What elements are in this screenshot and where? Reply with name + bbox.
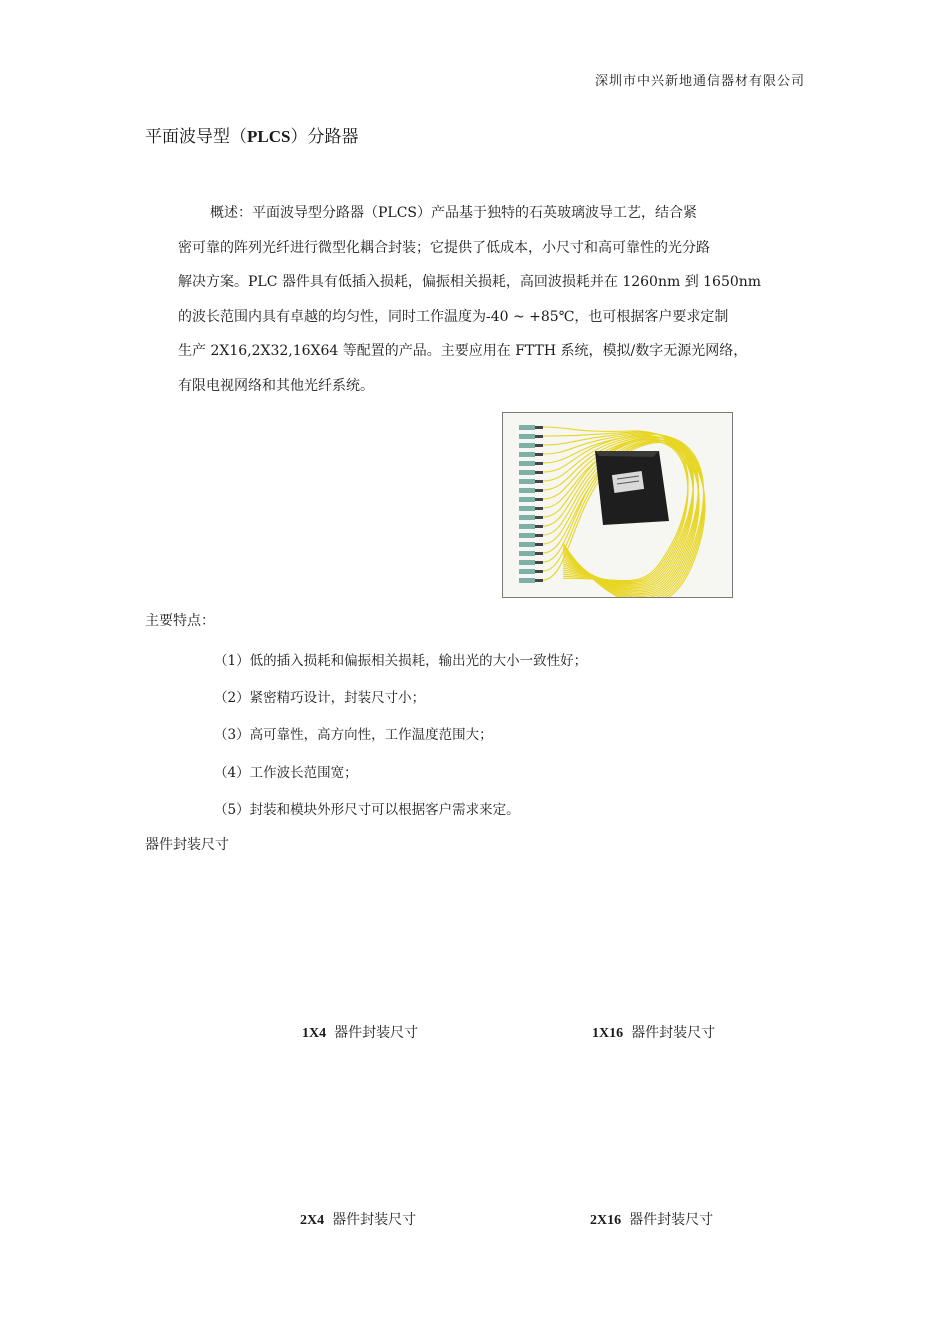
connector-tip <box>535 480 543 483</box>
connector-tip <box>535 453 543 456</box>
overview-line: 生产 2X16,2X32,16X64 等配置的产品。主要应用在 FTTH 系统，模拟/数字无源光网络， <box>178 343 748 360</box>
title-bold: PLCS <box>247 127 291 146</box>
fiber-connector <box>519 497 535 502</box>
connector-tip <box>535 525 543 528</box>
fiber-connector <box>519 551 535 556</box>
connector-tip <box>535 534 543 537</box>
feature-item: （1）低的插入损耗和偏振相关损耗，输出光的大小一致性好； <box>214 653 588 669</box>
caption-model: 1X4 <box>302 1026 327 1041</box>
caption-2x4 <box>300 1209 416 1229</box>
feature-item: （5）封装和模块外形尺寸可以根据客户需求来定。 <box>214 802 520 818</box>
overview-paragraph <box>178 196 808 404</box>
overview-line: 密可靠的阵列光纤进行微型化耦合封装；它提供了低成本，小尺寸和高可靠性的光分路 <box>178 239 710 256</box>
feature-item: （4）工作波长范围宽； <box>214 765 358 781</box>
caption-text: 器件封装尺寸 <box>629 1212 714 1228</box>
overview-line: 有限电视网络和其他光纤系统。 <box>178 377 374 394</box>
fiber-connector <box>519 506 535 511</box>
connector-tip <box>535 489 543 492</box>
overview-line: 概述：平面波导型分路器（PLCS）产品基于独特的石英玻璃波导工艺，结合紧 <box>210 205 698 221</box>
connector-tip <box>535 516 543 519</box>
fiber-connector <box>519 578 535 583</box>
connector-tip <box>535 543 543 546</box>
fiber-connector <box>519 452 535 457</box>
connector-tip <box>535 561 543 564</box>
page-title <box>145 122 358 147</box>
fiber-connector <box>519 524 535 529</box>
fiber-connector <box>519 479 535 484</box>
connector-tip <box>535 570 543 573</box>
fiber-connector <box>519 443 535 448</box>
product-photo <box>502 412 733 598</box>
fiber-connector <box>519 434 535 439</box>
caption-text: 器件封装尺寸 <box>334 1025 419 1041</box>
connector-tip <box>535 435 543 438</box>
caption-1x4 <box>302 1022 418 1042</box>
package-heading: 器件封装尺寸 <box>145 837 229 853</box>
connector-tip <box>535 471 543 474</box>
connector-tip <box>535 507 543 510</box>
fiber-connector <box>519 533 535 538</box>
fiber-connector <box>519 461 535 466</box>
fiber-connector <box>519 488 535 493</box>
company-name: 深圳市中兴新地通信器材有限公司 <box>594 74 805 89</box>
fiber-connector <box>519 470 535 475</box>
title-suffix: ）分路器 <box>290 127 359 147</box>
overview-line: 解决方案。PLC 器件具有低插入损耗，偏振相关损耗，高回波损耗并在 1260nm 到 1650nm <box>178 274 762 291</box>
connector-tip <box>535 579 543 582</box>
caption-text: 器件封装尺寸 <box>631 1025 716 1041</box>
feature-item: （2）紧密精巧设计，封装尺寸小； <box>214 690 426 706</box>
fiber-connector <box>519 515 535 520</box>
fiber-connector <box>519 425 535 430</box>
caption-1x16 <box>592 1022 715 1042</box>
connector-tip <box>535 462 543 465</box>
caption-text: 器件封装尺寸 <box>332 1212 417 1228</box>
caption-2x16 <box>590 1209 713 1229</box>
caption-model: 1X16 <box>592 1026 624 1041</box>
title-prefix: 平面波导型（ <box>145 127 247 147</box>
overview-line: 的波长范围内具有卓越的均匀性，同时工作温度为-40 ~ +85℃，也可根据客户要求定制 <box>178 308 729 325</box>
feature-item: （3）高可靠性，高方向性，工作温度范围大； <box>214 727 493 743</box>
fiber-connector <box>519 569 535 574</box>
features-heading: 主要特点： <box>145 613 215 629</box>
fiber-connector <box>519 560 535 565</box>
caption-model: 2X16 <box>590 1213 622 1228</box>
splitter-module-box <box>595 451 669 525</box>
connector-tip <box>535 444 543 447</box>
plc-splitter-image <box>503 413 732 597</box>
caption-model: 2X4 <box>300 1213 325 1228</box>
connector-tip <box>535 552 543 555</box>
connector-tip <box>535 426 543 429</box>
fiber-connector <box>519 542 535 547</box>
connector-tip <box>535 498 543 501</box>
